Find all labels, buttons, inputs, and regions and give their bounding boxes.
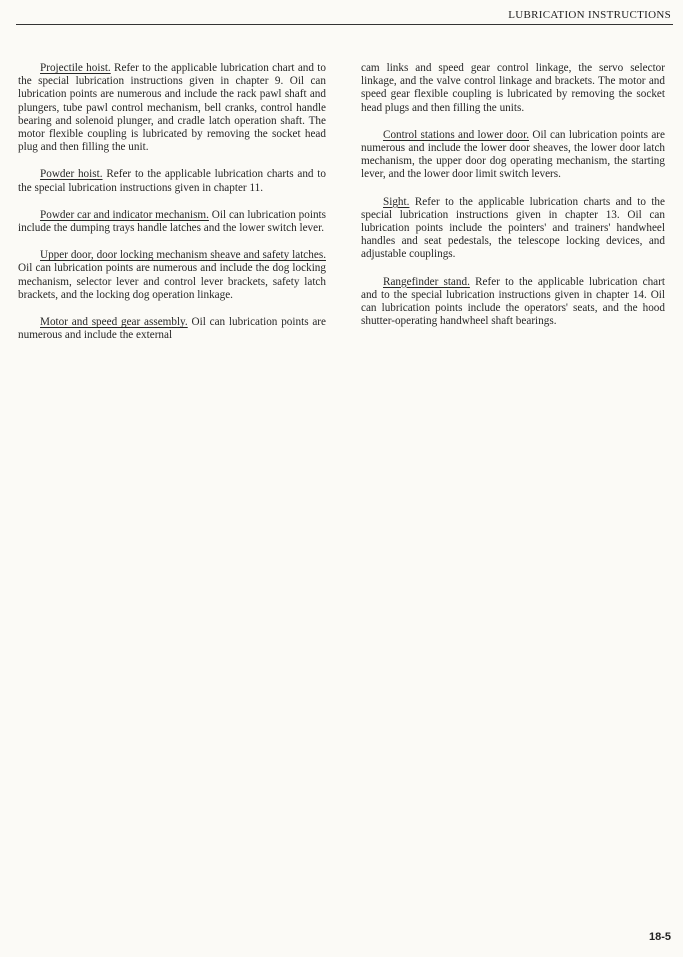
paragraph-text: Oil can lubrication points include the dumping trays handle latches and the lower switch lever. — [18, 208, 327, 235]
paragraph-text: Refer to the applicable lubrication charts and to the special lubrication instructions given in chapter 13. Oil can lubrication points include the pointers' and trainers' handwheel handles and seat pedestals, the telescope locking devices, and adjustable couplings. — [361, 195, 665, 261]
paragraph-heading: Projectile hoist. — [40, 62, 111, 74]
paragraph-text: Oil can lubrication points are numerous and include the external — [18, 316, 326, 342]
page-number: 18-5 — [648, 931, 671, 943]
paragraph-upper-door — [18, 249, 326, 302]
right-column — [361, 62, 665, 342]
paragraph-heading: Rangefinder stand. — [383, 275, 470, 288]
paragraph-powder-hoist — [18, 168, 326, 194]
paragraph-projectile-hoist — [18, 62, 326, 154]
paragraph-heading: Sight. — [383, 195, 410, 208]
paragraph-text: Refer to the applicable lubrication chart and to the special lubrication instructions given in chapter 9. Oil can lubrication points are numerous and include the rack pawl shaft and plungers, tube pawl control mechanism, bell cranks, control handle bearing and solenoid plunger, and cradle latch operation shaft. The motor flexible coupling is lubricated by removing the socket head plug and then filling the unit. — [18, 62, 326, 154]
paragraph-rangefinder-stand — [361, 276, 665, 329]
paragraph-heading: Upper door, door locking mechanism sheave and safety latches. — [40, 249, 326, 262]
paragraph-motor-speed-gear — [18, 316, 326, 342]
paragraph-continuation: cam links and speed gear control linkage, the servo selector linkage, and the valve control linkage and brackets. The motor and speed gear flexible coupling is lubricated by removing the socket head plugs and then filling the units. — [361, 62, 665, 114]
page-header: LUBRICATION INSTRUCTIONS — [508, 9, 671, 21]
paragraph-heading: Motor and speed gear assembly. — [40, 316, 188, 329]
paragraph-heading: Control stations and lower door. — [383, 128, 530, 141]
paragraph-heading: Powder car and indicator mechanism. — [40, 208, 209, 221]
paragraph-text: Oil can lubrication points are numerous and include the dog locking mechanism, selector lever and control lever brackets, safety latch brackets, and the locking dog operation linkage. — [18, 262, 326, 301]
paragraph-control-stations — [361, 129, 665, 182]
paragraph-text: Oil can lubrication points are numerous and include the lower door sheaves, the lower door latch mechanism, the upper door dog operating mechanism, the starting lever, and the lower door limit switch levers. — [361, 128, 665, 181]
paragraph-text: Refer to the applicable lubrication chart and to the special lubrication instructions given in chapter 14. Oil can lubrication points include the operators' seats, and the hood shutter-operating handwheel shaft bearings. — [361, 275, 665, 328]
paragraph-powder-car — [18, 209, 326, 235]
paragraph-sight — [361, 196, 665, 262]
left-column — [18, 62, 326, 356]
paragraph-heading: Powder hoist. — [40, 168, 103, 181]
paragraph-text: Refer to the applicable lubrication charts and to the special lubrication instructions given in chapter 11. — [18, 168, 327, 194]
header-rule — [16, 24, 673, 25]
